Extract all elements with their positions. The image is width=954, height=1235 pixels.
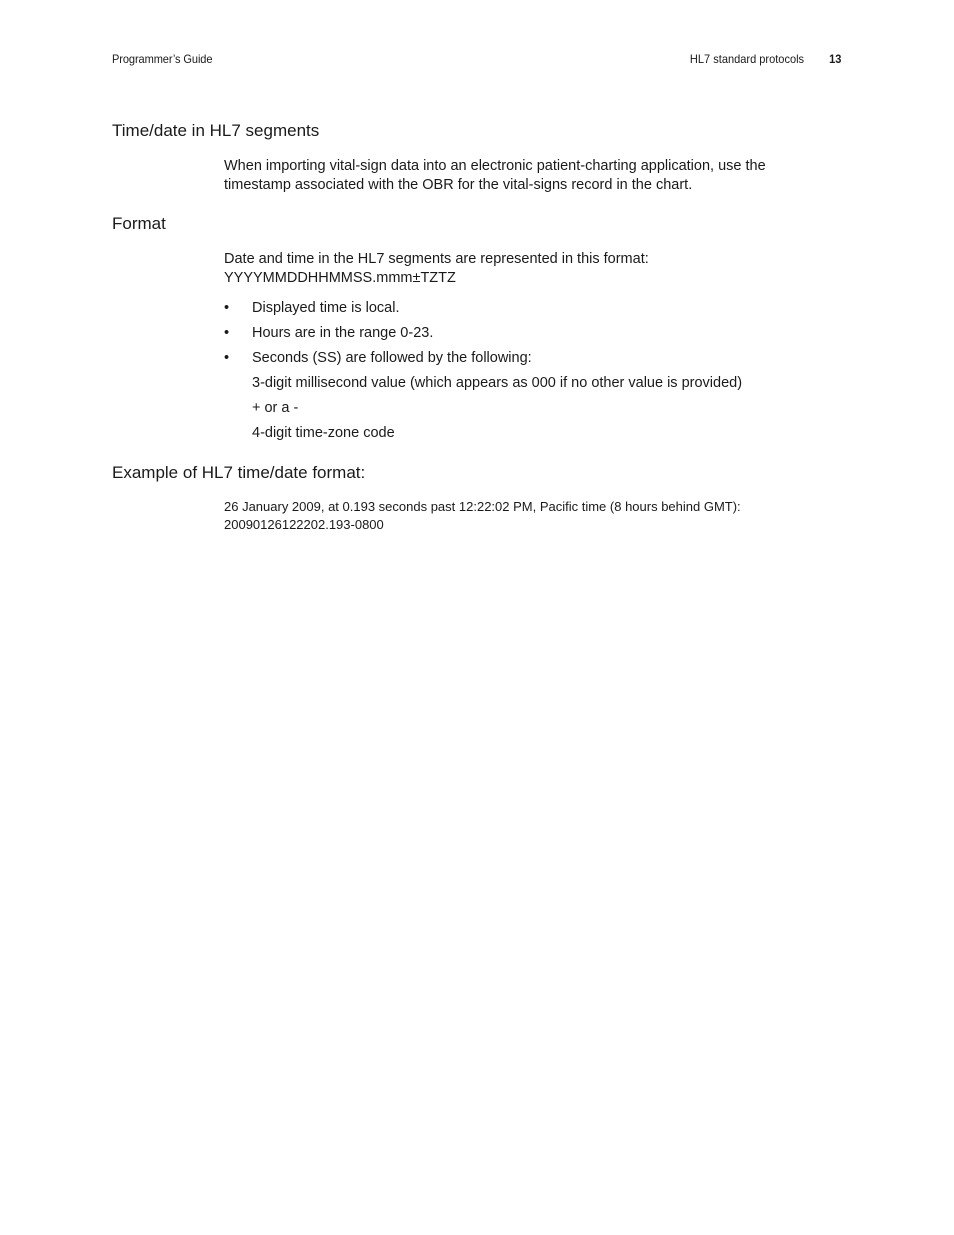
paragraph-format [224, 250, 824, 287]
format-rules-list [224, 299, 532, 374]
paragraph-line: timestamp associated with the OBR for the vital-signs record in the chart. [224, 176, 693, 193]
sub-item: 3-digit millisecond value (which appears as 000 if no other value is provided) [252, 375, 743, 391]
list-item [224, 324, 532, 349]
section-title: HL7 standard protocols [689, 52, 804, 66]
sub-item: + or a - [252, 400, 299, 416]
list-item [224, 349, 532, 374]
bullet-icon: • [224, 325, 230, 341]
doc-title: Programmer’s Guide [112, 52, 213, 66]
heading-example: Example of HL7 time/date format: [112, 463, 366, 482]
sub-item: 4-digit time-zone code [252, 425, 395, 441]
bullet-icon: • [224, 350, 230, 366]
paragraph-line: When importing vital-sign data into an electronic patient-charting application, use the [224, 158, 766, 174]
example-timestamp: 20090126122202.193-0800 [224, 517, 384, 532]
list-item-text: Seconds (SS) are followed by the following: [252, 350, 532, 366]
format-string: YYYYMMDDHHMMSS.mmm±TZTZ [224, 269, 456, 286]
bullet-icon: • [224, 300, 230, 316]
list-item-text: Displayed time is local. [252, 300, 400, 316]
paragraph-line: Date and time in the HL7 segments are represented in this format: [224, 251, 649, 267]
list-item-text: Hours are in the range 0-23. [252, 325, 434, 341]
page-number: 13 [828, 52, 841, 66]
heading-format: Format [112, 214, 166, 233]
header-right [680, 52, 841, 66]
heading-time-date: Time/date in HL7 segments [112, 121, 320, 140]
example-block [224, 498, 741, 534]
list-item [224, 299, 532, 324]
example-description: 26 January 2009, at 0.193 seconds past 12:22:02 PM, Pacific time (8 hours behind GMT): [224, 499, 741, 514]
paragraph-time-date [224, 157, 824, 194]
